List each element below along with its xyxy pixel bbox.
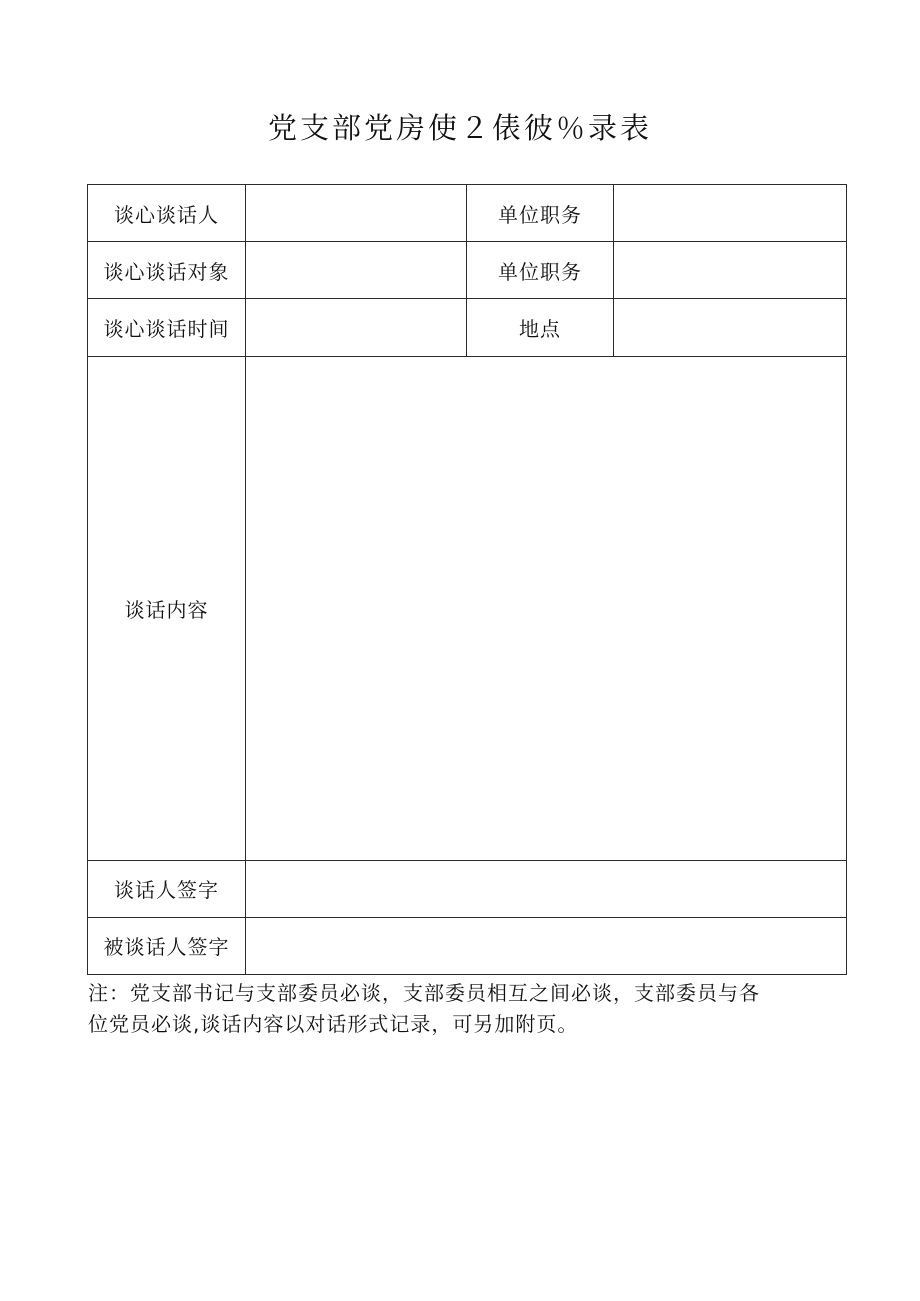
time-label: 谈心谈话时间 [88, 299, 246, 356]
content-label: 谈话内容 [88, 356, 246, 860]
talker-row [88, 185, 847, 242]
time-field[interactable] [246, 299, 467, 356]
target-label: 谈心谈话对象 [88, 242, 246, 299]
talker-label: 谈心谈话人 [88, 185, 246, 242]
talker-signature-field[interactable] [246, 860, 847, 917]
target-signature-field[interactable] [246, 917, 847, 974]
page-title: 党支部党房使２俵彼％录表 [267, 111, 652, 145]
location-label: 地点 [467, 299, 614, 356]
target-position-field[interactable] [614, 242, 847, 299]
talker-value-field[interactable] [246, 185, 467, 242]
target-value-field[interactable] [246, 242, 467, 299]
location-field[interactable] [614, 299, 847, 356]
content-field[interactable] [246, 356, 847, 860]
target-position-label: 单位职务 [467, 242, 614, 299]
time-location-row [88, 299, 847, 356]
talker-signature-row [88, 860, 847, 917]
talker-signature-label: 谈话人签字 [88, 860, 246, 917]
talk-record-table [87, 184, 847, 975]
talker-position-label: 单位职务 [467, 185, 614, 242]
content-row [88, 356, 847, 860]
target-signature-label: 被谈话人签字 [88, 917, 246, 974]
footnote-line-1: 注：党支部书记与支部委员必谈，支部委员相互之间必谈，支部委员与各 [88, 981, 760, 1005]
target-row [88, 242, 847, 299]
target-signature-row [88, 917, 847, 974]
talker-position-field[interactable] [614, 185, 847, 242]
footnote-line-2: 位党员必谈,谈话内容以对话形式记录，可另加附页。 [88, 1012, 579, 1036]
footnote [88, 978, 844, 1040]
